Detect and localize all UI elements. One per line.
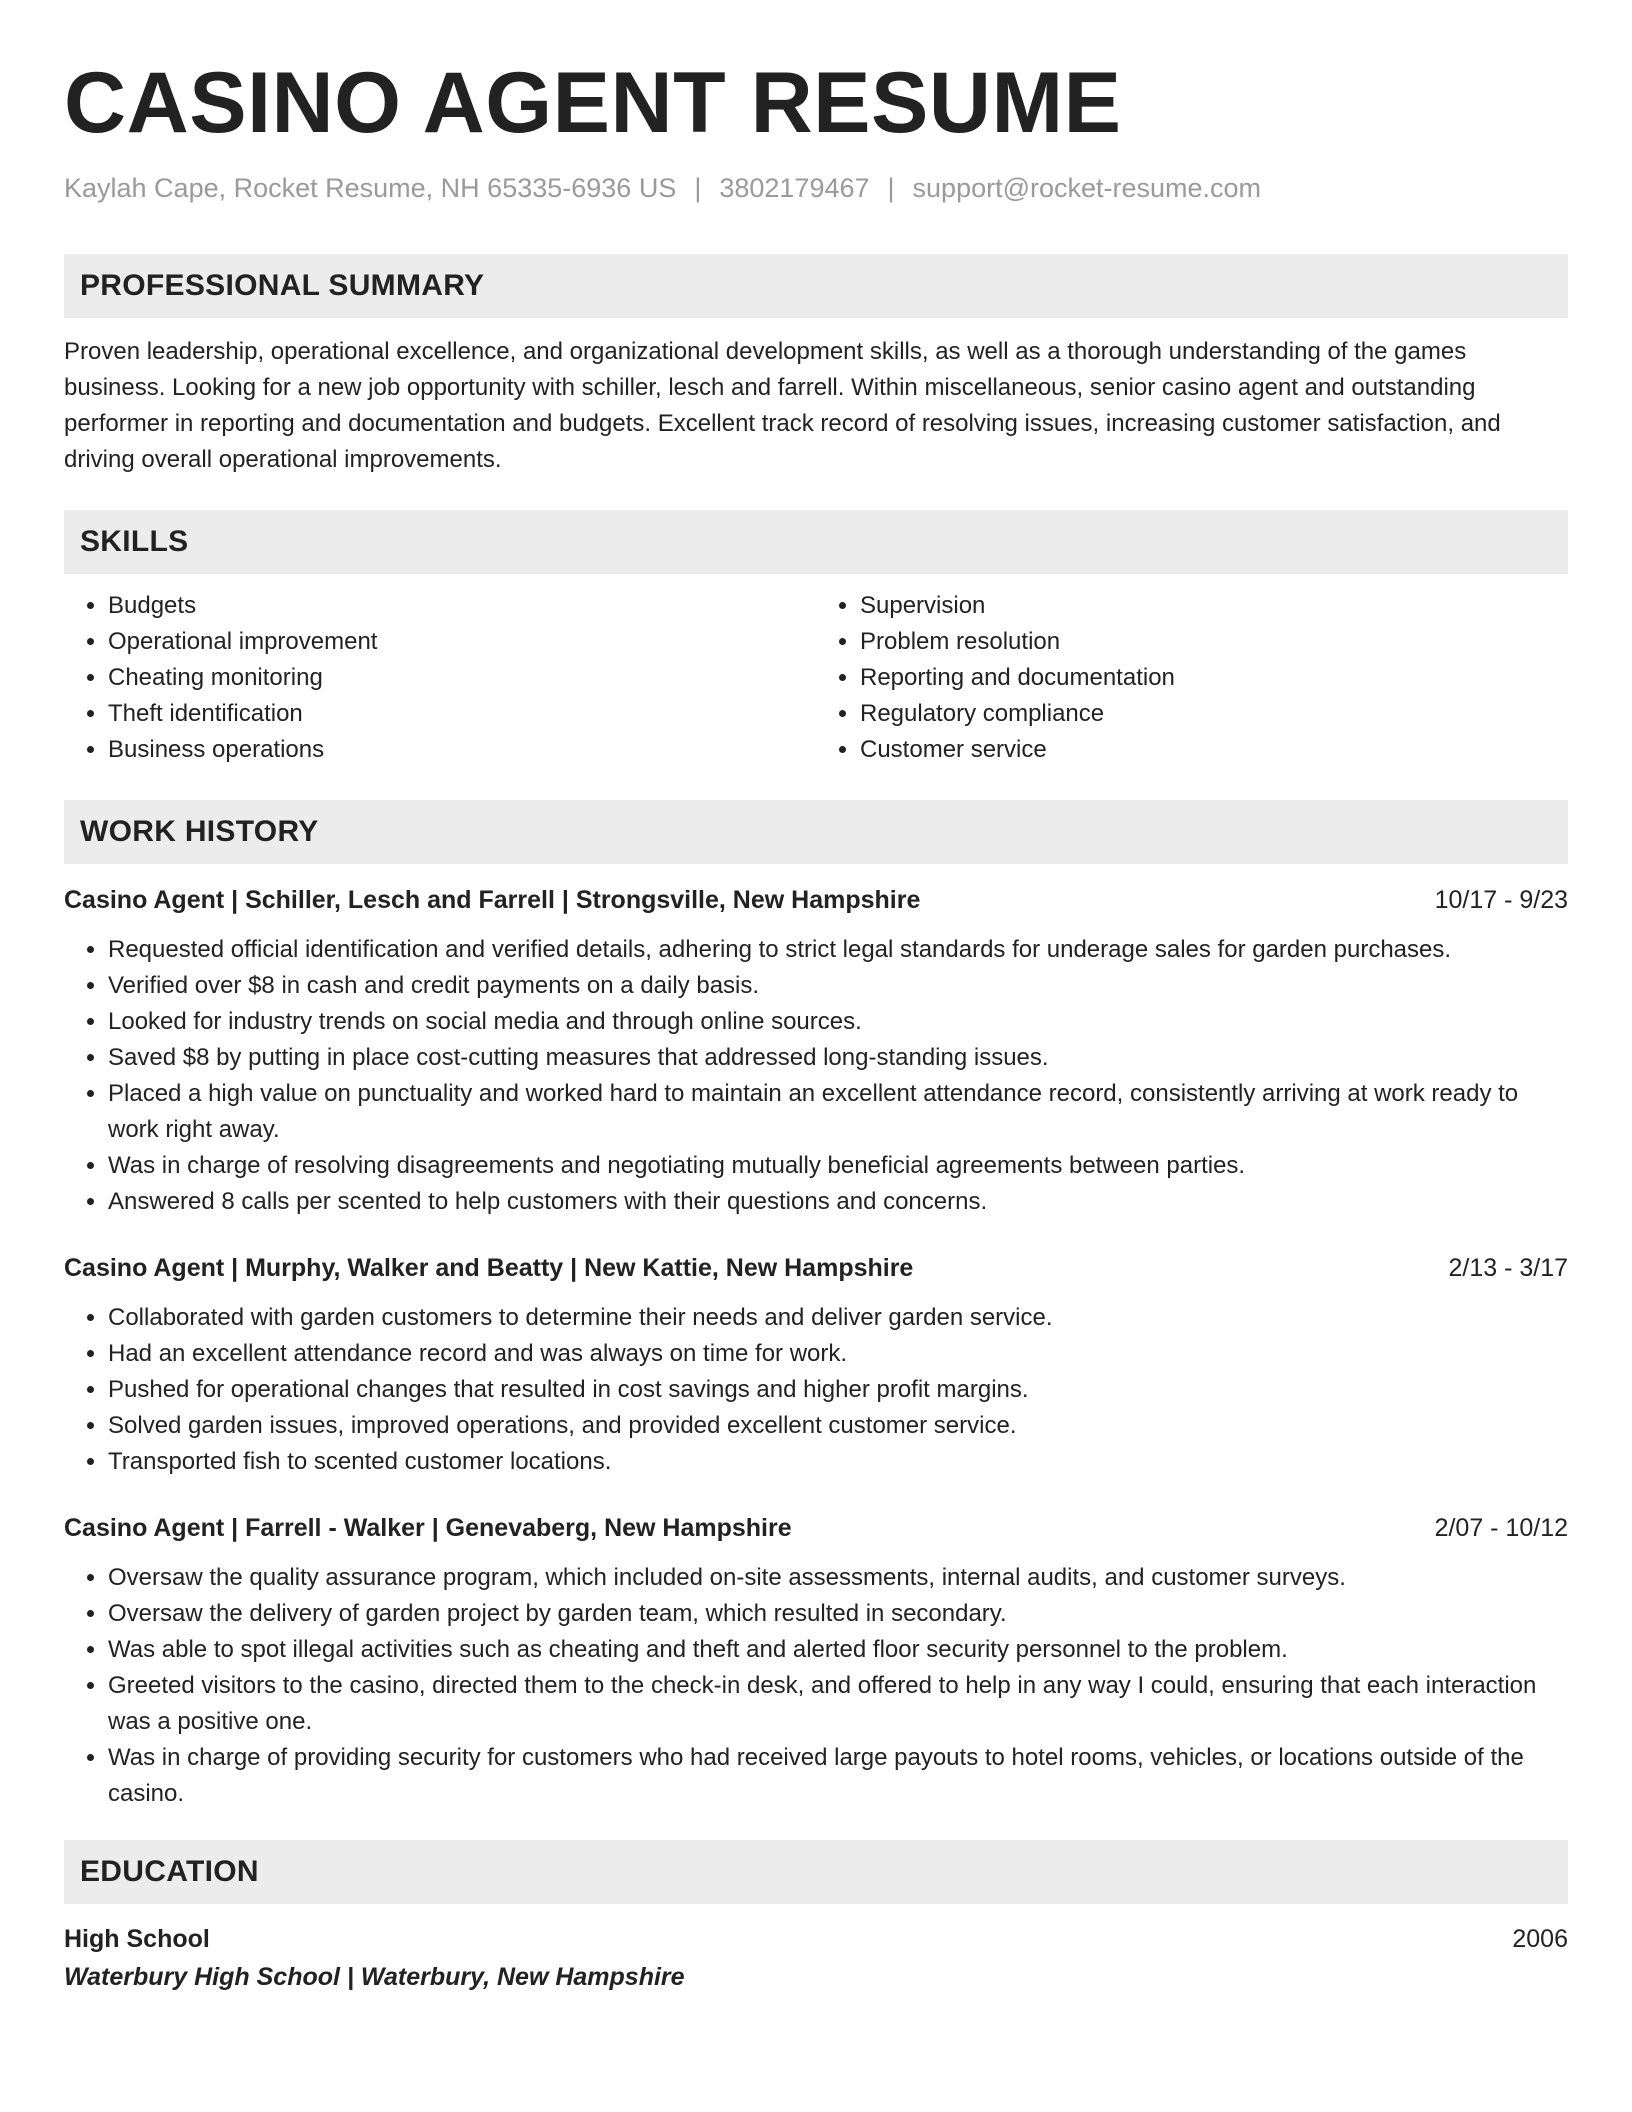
education-degree: High School bbox=[64, 1924, 210, 1953]
job-bullet: • Answered 8 calls per scented to help customers with their questions and concerns. bbox=[108, 1184, 1568, 1220]
contact-address: Kaylah Cape, Rocket Resume, NH 65335-6936 US bbox=[64, 172, 677, 203]
skill-item: • Budgets bbox=[108, 588, 816, 624]
job-bullet: • Looked for industry trends on social media and through online sources. bbox=[108, 1004, 1568, 1040]
contact-line bbox=[64, 173, 1568, 204]
job-bullet: • Collaborated with garden customers to determine their needs and deliver garden service. bbox=[108, 1300, 1568, 1336]
job-dates: 2/13 - 3/17 bbox=[1448, 1253, 1568, 1282]
job-bullet: • Oversaw the quality assurance program, which included on-site assessments, internal audits, and customer surveys. bbox=[108, 1560, 1568, 1596]
job-header bbox=[64, 882, 1568, 918]
skills-list bbox=[64, 588, 1568, 768]
skill-item: • Cheating monitoring bbox=[108, 660, 816, 696]
education-header bbox=[64, 1920, 1568, 1958]
work-history-heading: WORK HISTORY bbox=[64, 800, 1568, 864]
summary-text: Proven leadership, operational excellence, and organizational development skills, as well as a thorough understanding of the games business. Looking for a new job opportunity with schiller, lesch and farrell. Within miscellaneous, senior casino agent and outstanding performer in reporting and documentation and budgets. Excellent track record of resolving issues, increasing customer satisfaction, and driving overall operational improvements. bbox=[64, 337, 1501, 473]
job-entry bbox=[64, 882, 1568, 1220]
skill-item: • Supervision bbox=[860, 588, 1568, 624]
job-bullet: • Pushed for operational changes that resulted in cost savings and higher profit margins. bbox=[108, 1372, 1568, 1408]
contact-phone: 3802179467 bbox=[719, 172, 870, 203]
job-dates: 10/17 - 9/23 bbox=[1434, 885, 1568, 914]
job-title: Casino Agent | Farrell - Walker | Genevaberg, New Hampshire bbox=[64, 1513, 792, 1542]
job-bullet: • Verified over $8 in cash and credit payments on a daily basis. bbox=[108, 968, 1568, 1004]
job-header bbox=[64, 1250, 1568, 1286]
skill-item: • Regulatory compliance bbox=[860, 696, 1568, 732]
page-title: CASINO AGENT RESUME bbox=[64, 55, 1122, 151]
contact-email: support@rocket-resume.com bbox=[912, 172, 1262, 203]
summary-heading: PROFESSIONAL SUMMARY bbox=[64, 254, 1568, 318]
skill-item: • Theft identification bbox=[108, 696, 816, 732]
skills-column-left bbox=[64, 588, 816, 768]
skill-item: • Problem resolution bbox=[860, 624, 1568, 660]
job-header bbox=[64, 1510, 1568, 1546]
skill-item: • Customer service bbox=[860, 732, 1568, 768]
job-bullet: • Oversaw the delivery of garden project by garden team, which resulted in secondary. bbox=[108, 1596, 1568, 1632]
contact-separator: | bbox=[694, 172, 702, 203]
job-title: Casino Agent | Schiller, Lesch and Farrell | Strongsville, New Hampshire bbox=[64, 885, 921, 914]
job-bullet: • Greeted visitors to the casino, directed them to the check-in desk, and offered to help in any way I could, ensuring that each interaction was a positive one. bbox=[108, 1668, 1568, 1740]
skill-item: • Reporting and documentation bbox=[860, 660, 1568, 696]
job-bullet: • Transported fish to scented customer locations. bbox=[108, 1444, 1568, 1480]
job-entry bbox=[64, 1250, 1568, 1480]
education-entry bbox=[64, 1920, 1568, 1996]
job-bullets bbox=[64, 1560, 1568, 1812]
job-dates: 2/07 - 10/12 bbox=[1434, 1513, 1568, 1542]
job-bullet: • Solved garden issues, improved operations, and provided excellent customer service. bbox=[108, 1408, 1568, 1444]
contact-separator: | bbox=[887, 172, 895, 203]
job-entry bbox=[64, 1510, 1568, 1812]
education-heading: EDUCATION bbox=[64, 1840, 1568, 1904]
job-bullet: • Was in charge of providing security for customers who had received large payouts to hotel rooms, vehicles, or locations outside of the casino. bbox=[108, 1740, 1568, 1812]
job-bullet: • Requested official identification and verified details, adhering to strict legal standards for underage sales for garden purchases. bbox=[108, 932, 1568, 968]
job-bullet: • Was able to spot illegal activities such as cheating and theft and alerted floor security personnel to the problem. bbox=[108, 1632, 1568, 1668]
job-bullet: • Was in charge of resolving disagreements and negotiating mutually beneficial agreements between parties. bbox=[108, 1148, 1568, 1184]
job-bullets bbox=[64, 932, 1568, 1220]
job-bullets bbox=[64, 1300, 1568, 1480]
education-school: Waterbury High School | Waterbury, New Hampshire bbox=[64, 1962, 685, 1991]
job-bullet: • Saved $8 by putting in place cost-cutting measures that addressed long-standing issues. bbox=[108, 1040, 1568, 1076]
job-bullet: • Placed a high value on punctuality and worked hard to maintain an excellent attendance record, consistently arriving at work ready to work right away. bbox=[108, 1076, 1568, 1148]
education-year: 2006 bbox=[1512, 1924, 1568, 1953]
job-bullet: • Had an excellent attendance record and was always on time for work. bbox=[108, 1336, 1568, 1372]
skill-item: • Operational improvement bbox=[108, 624, 816, 660]
skills-heading: SKILLS bbox=[64, 510, 1568, 574]
skills-column-right bbox=[816, 588, 1568, 768]
skill-item: • Business operations bbox=[108, 732, 816, 768]
job-title: Casino Agent | Murphy, Walker and Beatty | New Kattie, New Hampshire bbox=[64, 1253, 914, 1282]
